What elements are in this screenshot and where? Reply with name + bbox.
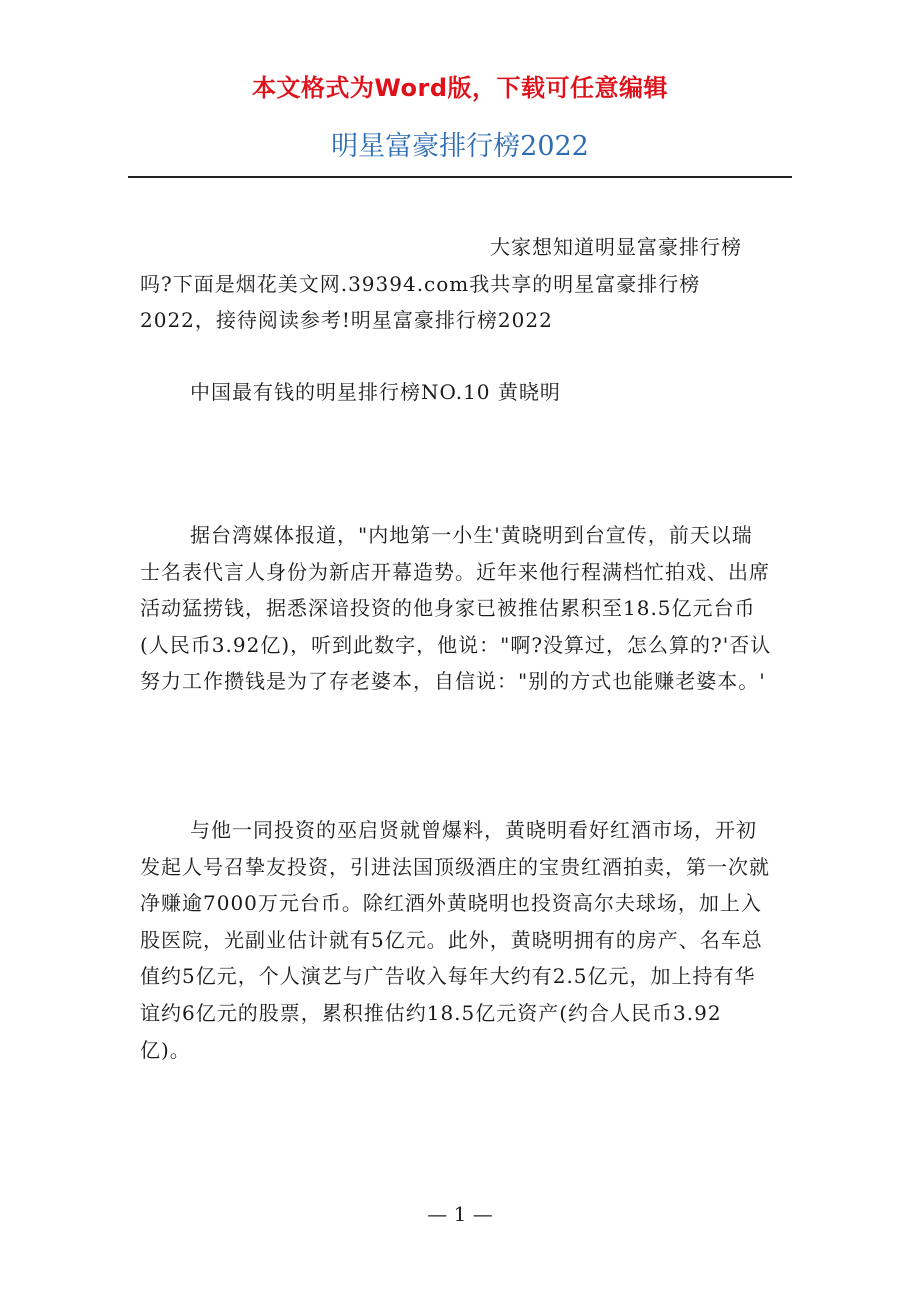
body-paragraph-1: 据台湾媒体报道，"内地第一小生'黄晓明到台宣传，前天以瑞士名表代言人身份为新店开幕造势。近年来他行程满档忙拍戏、出席活动猛捞钱，据悉深谙投资的他身家已被推估累积至18.5亿元台币(人民币3.92亿)，听到此数字，他说："啊?没算过，怎么算的?'否认努力工作攒钱是为了存老婆本，自信说："别的方式也能赚老婆本。' [140,523,772,694]
title-divider [128,176,792,178]
page-number: — 1 — [427,1202,493,1226]
format-banner: 本文格式为Word版，下载可任意编辑 [251,74,669,102]
body-paragraph-2: 与他一同投资的巫启贤就曾爆料，黄晓明看好红酒市场，开初发起人号召挚友投资，引进法国顶级酒庄的宝贵红酒拍卖，第一次就净赚逾7000万元台币。除红酒外黄晓明也投资高尔夫球场，加上入股医院，光副业估计就有5亿元。此外，黄晓明拥有的房产、名车总值约5亿元，个人演艺与广告收入每年大约有2.5亿元，加上持有华谊约6亿元的股票，累积推估约18.5亿元资产(约合人民币3.92亿)。 [140,818,770,1062]
rank-heading: 中国最有钱的明星排行榜NO.10 黄晓明 [190,380,561,404]
intro-paragraph: 大家想知道明显富豪排行榜吗?下面是烟花美文网.39394.com我共享的明星富豪排行榜2022，接待阅读参考!明星富豪排行榜2022 [140,235,742,333]
page-title: 明星富豪排行榜2022 [331,131,589,162]
